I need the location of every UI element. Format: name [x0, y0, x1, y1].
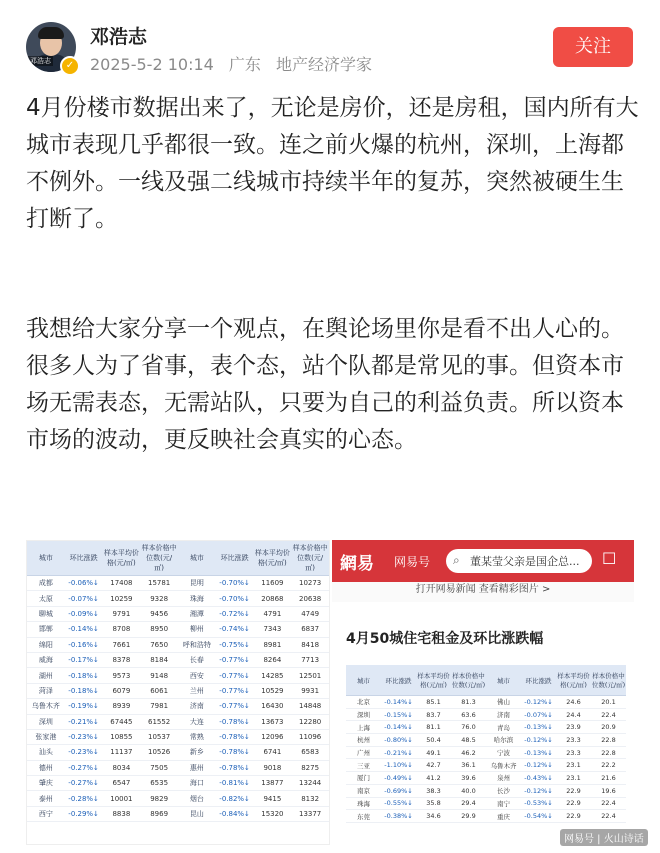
sale-table-cell: 9148 [140, 668, 178, 683]
rent-table-cell: 济南 [486, 708, 521, 721]
rent-table-cell: 83.7 [416, 708, 451, 721]
rent-article-image[interactable] [332, 540, 634, 843]
rent-table-cell: 29.4 [451, 797, 486, 810]
rent-table-cell: 珠海 [346, 797, 381, 810]
sale-table-cell: 9456 [140, 606, 178, 621]
sale-table-cell: 16430 [254, 699, 292, 714]
sale-table-cell: -0.78%↓ [216, 760, 254, 775]
sale-price-table-image[interactable] [26, 540, 330, 845]
rent-table-row [346, 708, 626, 721]
sale-table-cell: 常熟 [178, 729, 216, 744]
sale-table-cell: -0.17%↓ [65, 652, 103, 667]
sale-table-cell: 昆山 [178, 806, 216, 821]
sale-table-header: 样本平均价格(元/㎡) [103, 541, 141, 576]
rent-table-cell: 38.3 [416, 784, 451, 797]
sale-table-cell: 8418 [291, 637, 329, 652]
search-text: 董某莹父亲是国企总... [470, 555, 580, 568]
sale-table-cell: 61552 [140, 714, 178, 729]
rent-table-header: 样本价格中位数(元/㎡) [591, 665, 626, 696]
sale-table-cell: 13377 [291, 806, 329, 821]
sale-table-header: 环比涨跌 [216, 541, 254, 576]
rent-table-cell: -0.55%↓ [381, 797, 416, 810]
sale-table-cell: 珠海 [178, 591, 216, 606]
author-name[interactable]: 邓浩志 [90, 26, 148, 48]
sale-table-cell: 15781 [140, 576, 178, 591]
sale-table-cell: 10855 [103, 729, 141, 744]
open-app-banner[interactable]: 打开网易新闻 查看精彩图片 > [332, 582, 634, 602]
sale-table-cell: 8378 [103, 652, 141, 667]
sale-table-cell: 6837 [291, 622, 329, 637]
rent-table-cell: 泉州 [486, 772, 521, 785]
sale-table-cell: 7661 [103, 637, 141, 652]
sale-table-cell: -0.74%↓ [216, 622, 254, 637]
sale-table-cell: 9415 [254, 791, 292, 806]
sale-table-cell: -0.27%↓ [65, 776, 103, 791]
sale-table-row [27, 591, 329, 606]
sale-table-cell: -0.09%↓ [65, 606, 103, 621]
rent-table-cell: -0.80%↓ [381, 734, 416, 747]
rent-table-header: 环比涨跌 [521, 665, 556, 696]
sale-table-cell: 9931 [291, 683, 329, 698]
sale-table-cell: 7713 [291, 652, 329, 667]
sale-table-cell: 昆明 [178, 576, 216, 591]
sale-table-cell: 成都 [27, 576, 65, 591]
rent-table-cell: 85.1 [416, 696, 451, 709]
sale-table-cell: -0.07%↓ [65, 591, 103, 606]
sale-table-cell: -0.72%↓ [216, 606, 254, 621]
rent-table-cell: 50.4 [416, 734, 451, 747]
sale-table-cell: -0.77%↓ [216, 652, 254, 667]
rent-table-cell: 23.3 [556, 746, 591, 759]
rent-table-cell: -0.14%↓ [381, 696, 416, 709]
rent-table-cell: 乌鲁木齐 [486, 759, 521, 772]
rent-table-cell: 22.8 [591, 734, 626, 747]
avatar-tag: 邓浩志 [30, 57, 51, 65]
rent-table-cell: 23.1 [556, 772, 591, 785]
rent-table-cell: 22.9 [556, 784, 591, 797]
rent-table-cell: -0.43%↓ [521, 772, 556, 785]
sale-table-header: 城市 [178, 541, 216, 576]
sale-table-cell: 惠州 [178, 760, 216, 775]
sale-table-cell: -0.23%↓ [65, 745, 103, 760]
rent-table-cell: -0.12%↓ [521, 759, 556, 772]
sale-table-cell: -0.16%↓ [65, 637, 103, 652]
rent-table-cell: 23.3 [556, 734, 591, 747]
rent-table-cell: -0.14%↓ [381, 721, 416, 734]
news-app-bar [332, 540, 634, 582]
rent-table-cell: 81.1 [416, 721, 451, 734]
sale-table-cell: 14285 [254, 668, 292, 683]
rent-table-cell: 63.6 [451, 708, 486, 721]
rent-table-cell: 重庆 [486, 810, 521, 823]
sale-table-cell: 13877 [254, 776, 292, 791]
rent-table-row [346, 797, 626, 810]
rent-table-row [346, 810, 626, 823]
sale-table-cell: 4791 [254, 606, 292, 621]
sale-table-cell: 8981 [254, 637, 292, 652]
rent-table-header: 环比涨跌 [381, 665, 416, 696]
sale-table-cell: -0.18%↓ [65, 668, 103, 683]
rent-table-cell: 三亚 [346, 759, 381, 772]
sale-table-cell: -0.28%↓ [65, 791, 103, 806]
post-header [0, 0, 660, 88]
sale-table-cell: 泰州 [27, 791, 65, 806]
sale-table-cell: 深圳 [27, 714, 65, 729]
rent-table-cell: 22.4 [591, 797, 626, 810]
rent-table-row [346, 772, 626, 785]
sale-table-cell: 7650 [140, 637, 178, 652]
article-title: 4月50城住宅租金及环比涨跌幅 [346, 631, 544, 647]
sale-table-cell: 4749 [291, 606, 329, 621]
sale-table-cell: 柳州 [178, 622, 216, 637]
sale-table-cell: -0.23%↓ [65, 729, 103, 744]
rent-table-cell: 佛山 [486, 696, 521, 709]
rent-table-cell: 22.9 [556, 810, 591, 823]
rent-table-cell: 39.6 [451, 772, 486, 785]
message-icon[interactable]: ☐ [602, 549, 617, 568]
sale-table-cell: 德州 [27, 760, 65, 775]
rent-table-cell: 22.4 [591, 708, 626, 721]
rent-table-header: 样本平均价格(元/㎡) [556, 665, 591, 696]
post-meta [90, 52, 382, 75]
rent-table-cell: 42.7 [416, 759, 451, 772]
rent-table-cell: 22.2 [591, 759, 626, 772]
sale-table-cell: 9829 [140, 791, 178, 806]
rent-table-cell: 广州 [346, 746, 381, 759]
sale-table-cell: -0.06%↓ [65, 576, 103, 591]
rent-table-cell: -0.13%↓ [521, 721, 556, 734]
sale-table-cell: 6061 [140, 683, 178, 698]
rent-table-cell: 深圳 [346, 708, 381, 721]
rent-table-cell: 34.6 [416, 810, 451, 823]
sale-table-header: 环比涨跌 [65, 541, 103, 576]
sale-table-cell: 8184 [140, 652, 178, 667]
sale-table-cell: 威海 [27, 652, 65, 667]
rent-table-cell: 22.4 [591, 810, 626, 823]
sale-table-cell: 6079 [103, 683, 141, 698]
rent-table-cell: 上海 [346, 721, 381, 734]
rent-table-cell: -0.12%↓ [521, 784, 556, 797]
sale-table-cell: -0.77%↓ [216, 683, 254, 698]
sale-table-cell: 大连 [178, 714, 216, 729]
rent-table-cell: 哈尔滨 [486, 734, 521, 747]
author-title: 地产经济学家 [276, 55, 373, 74]
sale-table-cell: 汕头 [27, 745, 65, 760]
sale-table-cell: 11096 [291, 729, 329, 744]
sale-table-cell: 海口 [178, 776, 216, 791]
sale-table-cell: 8969 [140, 806, 178, 821]
sale-table-cell: 6741 [254, 745, 292, 760]
rent-table-cell: 21.6 [591, 772, 626, 785]
sale-table-cell: -0.78%↓ [216, 714, 254, 729]
rent-table-cell: 长沙 [486, 784, 521, 797]
rent-table-cell: -0.12%↓ [521, 734, 556, 747]
sale-table-cell: -0.81%↓ [216, 776, 254, 791]
sale-table-cell: 8950 [140, 622, 178, 637]
sale-table-cell: -0.19%↓ [65, 699, 103, 714]
rent-table-cell: 46.2 [451, 746, 486, 759]
sale-table-row [27, 699, 329, 714]
sale-table-cell: 20868 [254, 591, 292, 606]
sale-table-cell: 10273 [291, 576, 329, 591]
sale-table-cell: 聊城 [27, 606, 65, 621]
rent-table-cell: 22.9 [556, 797, 591, 810]
sale-table-cell: 乌鲁木齐 [27, 699, 65, 714]
sale-table-cell: 12096 [254, 729, 292, 744]
sale-table-row [27, 637, 329, 652]
sale-table-header: 样本价格中位数(元/㎡) [291, 541, 329, 576]
rent-table-cell: -0.53%↓ [521, 797, 556, 810]
rent-table-cell: -1.10%↓ [381, 759, 416, 772]
rent-table-cell: 宁波 [486, 746, 521, 759]
rent-table-cell: 20.1 [591, 696, 626, 709]
sale-table-cell: 6583 [291, 745, 329, 760]
rent-table-header: 城市 [346, 665, 381, 696]
rent-table-row [346, 696, 626, 709]
rent-table-cell: -0.49%↓ [381, 772, 416, 785]
rent-table-cell: 41.2 [416, 772, 451, 785]
sale-table-cell: 8264 [254, 652, 292, 667]
rent-table-cell: -0.69%↓ [381, 784, 416, 797]
sale-table-cell: 17408 [103, 576, 141, 591]
rent-table-cell: 35.8 [416, 797, 451, 810]
sale-table-cell: 10259 [103, 591, 141, 606]
sale-table-cell: 湖州 [27, 668, 65, 683]
search-box[interactable] [446, 549, 592, 573]
rent-table-cell: 40.0 [451, 784, 486, 797]
sale-table-row [27, 806, 329, 821]
sale-table-cell: 7343 [254, 622, 292, 637]
sale-table-cell: 7981 [140, 699, 178, 714]
sale-table-cell: 20638 [291, 591, 329, 606]
sale-table-cell: 13673 [254, 714, 292, 729]
rent-table-cell: 49.1 [416, 746, 451, 759]
rent-table-header: 城市 [486, 665, 521, 696]
sale-table-cell: -0.78%↓ [216, 729, 254, 744]
sale-table-cell: 8034 [103, 760, 141, 775]
sale-table-row [27, 652, 329, 667]
sale-table-row [27, 729, 329, 744]
sale-table-cell: 9018 [254, 760, 292, 775]
rent-table-cell: 北京 [346, 696, 381, 709]
sale-table-cell: 7505 [140, 760, 178, 775]
sale-table-cell: 肇庆 [27, 776, 65, 791]
sale-table-cell: 绵阳 [27, 637, 65, 652]
rent-table-cell: 东莞 [346, 810, 381, 823]
sale-table-cell: 6547 [103, 776, 141, 791]
rent-table-cell: 76.0 [451, 721, 486, 734]
channel-label: 网易号 [394, 555, 431, 569]
watermark: 网易号 | 火山诗话 [560, 829, 648, 846]
sale-table-cell: 11137 [103, 745, 141, 760]
sale-table-cell: 兰州 [178, 683, 216, 698]
rent-table-cell: 19.6 [591, 784, 626, 797]
rent-table-cell: -0.13%↓ [521, 746, 556, 759]
sale-table-cell: 8838 [103, 806, 141, 821]
sale-table-cell: 济南 [178, 699, 216, 714]
rent-table-header: 样本平均价格(元/㎡) [416, 665, 451, 696]
sale-table-row [27, 683, 329, 698]
rent-table-row [346, 784, 626, 797]
rent-table-header: 样本价格中位数(元/㎡) [451, 665, 486, 696]
rent-table-cell: -0.21%↓ [381, 746, 416, 759]
rent-table-cell: 48.5 [451, 734, 486, 747]
sale-table-header: 城市 [27, 541, 65, 576]
sale-table-cell: 67445 [103, 714, 141, 729]
rent-table-cell: 南宁 [486, 797, 521, 810]
rent-table-cell: -0.12%↓ [521, 696, 556, 709]
sale-table-cell: 张家港 [27, 729, 65, 744]
sale-table-cell: 邯郸 [27, 622, 65, 637]
rent-table-cell: 24.4 [556, 708, 591, 721]
sale-table-cell: 15320 [254, 806, 292, 821]
sale-table-cell: 太原 [27, 591, 65, 606]
sale-table-cell: -0.21%↓ [65, 714, 103, 729]
rent-table [346, 665, 626, 823]
rent-table-row [346, 746, 626, 759]
rent-table-cell: 20.9 [591, 721, 626, 734]
sale-table-cell: 10001 [103, 791, 141, 806]
sale-table-cell: -0.82%↓ [216, 791, 254, 806]
sale-table-row [27, 622, 329, 637]
rent-table-cell: 23.1 [556, 759, 591, 772]
sale-table-cell: 西宁 [27, 806, 65, 821]
sale-table-cell: 6535 [140, 776, 178, 791]
rent-table-cell: 29.9 [451, 810, 486, 823]
sale-table-cell: 菏泽 [27, 683, 65, 698]
sale-table-cell: 9791 [103, 606, 141, 621]
sale-table-cell: 14848 [291, 699, 329, 714]
rent-table-cell: 杭州 [346, 734, 381, 747]
sale-table-header: 样本平均价格(元/㎡) [254, 541, 292, 576]
sale-table-cell: -0.70%↓ [216, 591, 254, 606]
sale-table-cell: 烟台 [178, 791, 216, 806]
follow-button[interactable]: 关注 [553, 27, 633, 67]
sale-table-cell: 12501 [291, 668, 329, 683]
sale-table-cell: 8708 [103, 622, 141, 637]
sale-table-cell: -0.78%↓ [216, 745, 254, 760]
sale-table-cell: 11609 [254, 576, 292, 591]
verified-icon: ✓ [60, 56, 80, 76]
sale-table-cell: -0.77%↓ [216, 699, 254, 714]
sale-table-cell: 10526 [140, 745, 178, 760]
sale-table-cell: 8275 [291, 760, 329, 775]
rent-table-cell: -0.54%↓ [521, 810, 556, 823]
sale-table-row [27, 760, 329, 775]
rent-table-row [346, 759, 626, 772]
sale-table-cell: 呼和浩特 [178, 637, 216, 652]
sale-table-cell: -0.70%↓ [216, 576, 254, 591]
sale-table-cell: -0.84%↓ [216, 806, 254, 821]
rent-table-row [346, 721, 626, 734]
sale-table-row [27, 606, 329, 621]
rent-table-cell: 22.8 [591, 746, 626, 759]
rent-table-cell: 厦门 [346, 772, 381, 785]
sale-price-table [27, 541, 329, 822]
sale-table-cell: 9573 [103, 668, 141, 683]
post-paragraph-2: 我想给大家分享一个观点，在舆论场里你是看不出人心的。很多人为了省事，表个态，站个队都是常见的事。但资本市场无需表态，无需站队，只要为自己的利益负责。所以资本市场的波动，更反映社会真实的心态。 [26, 316, 624, 453]
rent-table-cell: -0.07%↓ [521, 708, 556, 721]
sale-table-row [27, 668, 329, 683]
sale-table-row [27, 714, 329, 729]
sale-table-cell: -0.29%↓ [65, 806, 103, 821]
sale-table-cell: 10529 [254, 683, 292, 698]
sale-table-row [27, 576, 329, 591]
rent-table-cell: -0.15%↓ [381, 708, 416, 721]
sale-table-cell: 新乡 [178, 745, 216, 760]
sale-table-cell: -0.75%↓ [216, 637, 254, 652]
sale-table-cell: 8132 [291, 791, 329, 806]
sale-table-cell: -0.77%↓ [216, 668, 254, 683]
sale-table-cell: 西安 [178, 668, 216, 683]
post-location: 广东 [228, 55, 261, 74]
sale-table-cell: 9328 [140, 591, 178, 606]
rent-table-cell: 青岛 [486, 721, 521, 734]
netease-logo: 網易 [340, 554, 374, 574]
rent-table-cell: 23.9 [556, 721, 591, 734]
post-paragraph-1: 4月份楼市数据出来了，无论是房价，还是房租，国内所有大城市表现几乎都很一致。连之前火爆的杭州，深圳，上海都不例外。一线及强二线城市持续半年的复苏，突然被硬生生打断了。 [26, 95, 639, 232]
sale-table-cell: 13244 [291, 776, 329, 791]
sale-table-cell: 12280 [291, 714, 329, 729]
sale-table-cell: 长春 [178, 652, 216, 667]
rent-table-cell: -0.38%↓ [381, 810, 416, 823]
sale-table-row [27, 791, 329, 806]
search-icon: ⌕ [453, 553, 460, 567]
sale-table-cell: 湘潭 [178, 606, 216, 621]
sale-table-row [27, 745, 329, 760]
post-date: 2025-5-2 10:14 [90, 55, 214, 74]
sale-table-cell: 8939 [103, 699, 141, 714]
sale-table-cell: -0.14%↓ [65, 622, 103, 637]
rent-table-cell: 36.1 [451, 759, 486, 772]
rent-table-row [346, 734, 626, 747]
sale-table-header: 样本价格中位数(元/㎡) [140, 541, 178, 576]
rent-table-cell: 南京 [346, 784, 381, 797]
sale-table-cell: -0.18%↓ [65, 683, 103, 698]
sale-table-cell: -0.27%↓ [65, 760, 103, 775]
sale-table-row [27, 776, 329, 791]
rent-table-cell: 81.3 [451, 696, 486, 709]
rent-table-cell: 24.6 [556, 696, 591, 709]
sale-table-cell: 10537 [140, 729, 178, 744]
